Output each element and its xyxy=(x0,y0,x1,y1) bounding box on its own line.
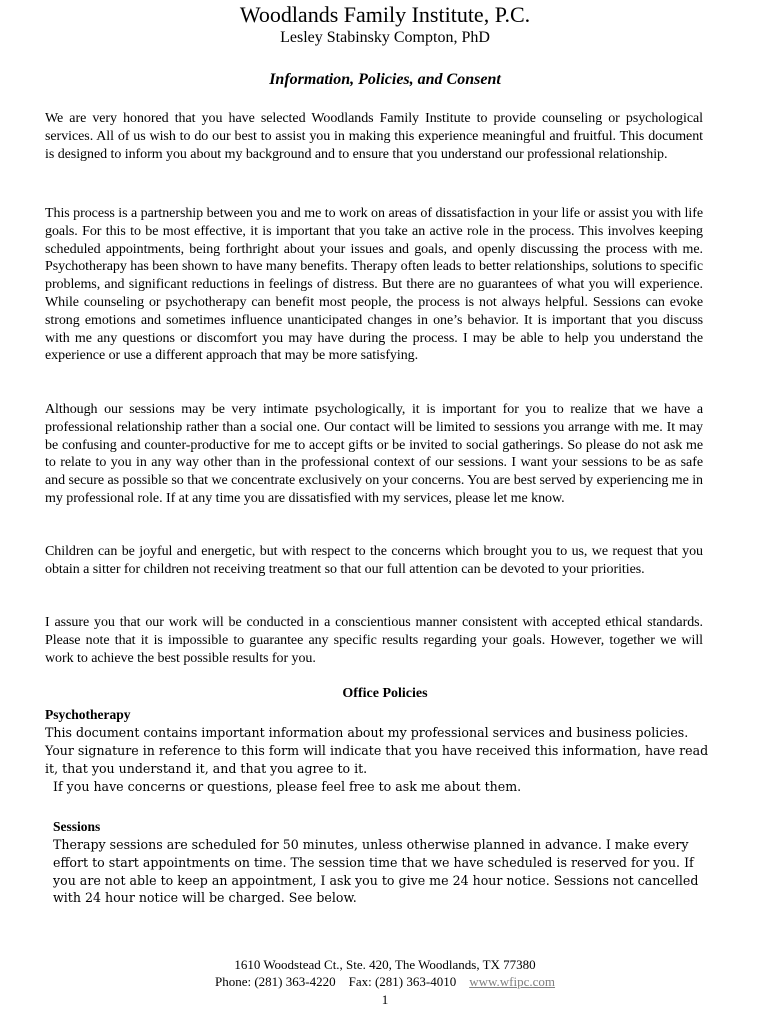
sessions-heading: Sessions xyxy=(53,819,101,834)
document-title: Woodlands Family Institute, P.C. xyxy=(239,2,531,27)
footer-contact xyxy=(0,973,770,991)
paragraph-children: Children can be joyful and energetic, but with respect to the concerns which brought you to us, we request that you obtain a sitter for children not receiving treatment so that our full attention can be devoted to your priorities. xyxy=(45,544,703,577)
paragraph-relationship: Although our sessions may be very intimate psychologically, it is important for you to realize that we have a professional relationship rather than a social one. Our contact will be limited to sessions you arrange with me. It may be confusing and counter-productive for me to accept gifts or be invited to social gatherings. So please do not ask me to relate to you in any way other than in the professional context of our sessions. I want your sessions to be as safe and secure as possible so that we concentrate exclusively on your concerns. You are best served by experiencing me in my professional role. If at any time you are dissatisfied with my services, please let me know. xyxy=(45,402,703,506)
section-heading: Information, Policies, and Consent xyxy=(269,71,501,88)
psychotherapy-heading: Psychotherapy xyxy=(45,707,131,722)
footer-phone: Phone: (281) 363-4220 xyxy=(214,974,336,989)
document-author: Lesley Stabinsky Compton, PhD xyxy=(280,29,490,46)
page-number: 1 xyxy=(381,992,389,1007)
paragraph-welcome: We are very honored that you have selected Woodlands Family Institute to provide counseling or psychological services. All of us wish to do our best to assist you in making this experience meaningful and fruitful. This document is designed to inform you about my background and to ensure that you understand our professional relationship. xyxy=(45,111,703,162)
psychotherapy-text: This document contains important information about my professional services and business policies. Your signature in reference to this form will indicate that you have received this information, have read it, that you understand it, and that you agree to it. xyxy=(45,725,709,776)
paragraph-partnership: This process is a partnership between you and me to work on areas of dissatisfaction in your life or assist you with life goals. For this to be most effective, it is important that you take an active role in the process. This involves keeping scheduled appointments, being forthright about your issues and goals, and openly discussing the process with me. Psychotherapy has been shown to have many benefits. Therapy often leads to better relationships, solutions to specific problems, and significant reductions in feelings of distress. But there are no guarantees of what you will experience. While counseling or psychotherapy can benefit most people, the process is not always helpful. Sessions can evoke strong emotions and sometimes influence unanticipated changes in one’s behavior. It is important that you discuss with me any questions or discomfort you may have during the process. I may be able to help you understand the experience or use a different approach that may be more satisfying. xyxy=(45,206,703,364)
psychotherapy-note: If you have concerns or questions, please feel free to ask me about them. xyxy=(53,779,522,794)
footer-fax: Fax: (281) 363-4010 xyxy=(348,974,457,989)
website-link[interactable]: www.wfipc.com xyxy=(469,974,556,989)
office-policies-heading: Office Policies xyxy=(342,686,428,701)
footer-address: 1610 Woodstead Ct., Ste. 420, The Woodlands, TX 77380 xyxy=(234,957,536,972)
paragraph-assurance: I assure you that our work will be conducted in a conscientious manner consistent with accepted ethical standards. Please note that it is impossible to guarantee any specific results regarding your goals. However, together we will work to achieve the best possible results for you. xyxy=(45,615,703,666)
sessions-text: Therapy sessions are scheduled for 50 minutes, unless otherwise planned in advance. I make every effort to start appointments on time. The session time that we have scheduled is reserved for you. If you are not able to keep an appointment, I ask you to give me 24 hour notice. Sessions not cancelled with 24 hour notice will be charged. See below. xyxy=(53,837,699,906)
